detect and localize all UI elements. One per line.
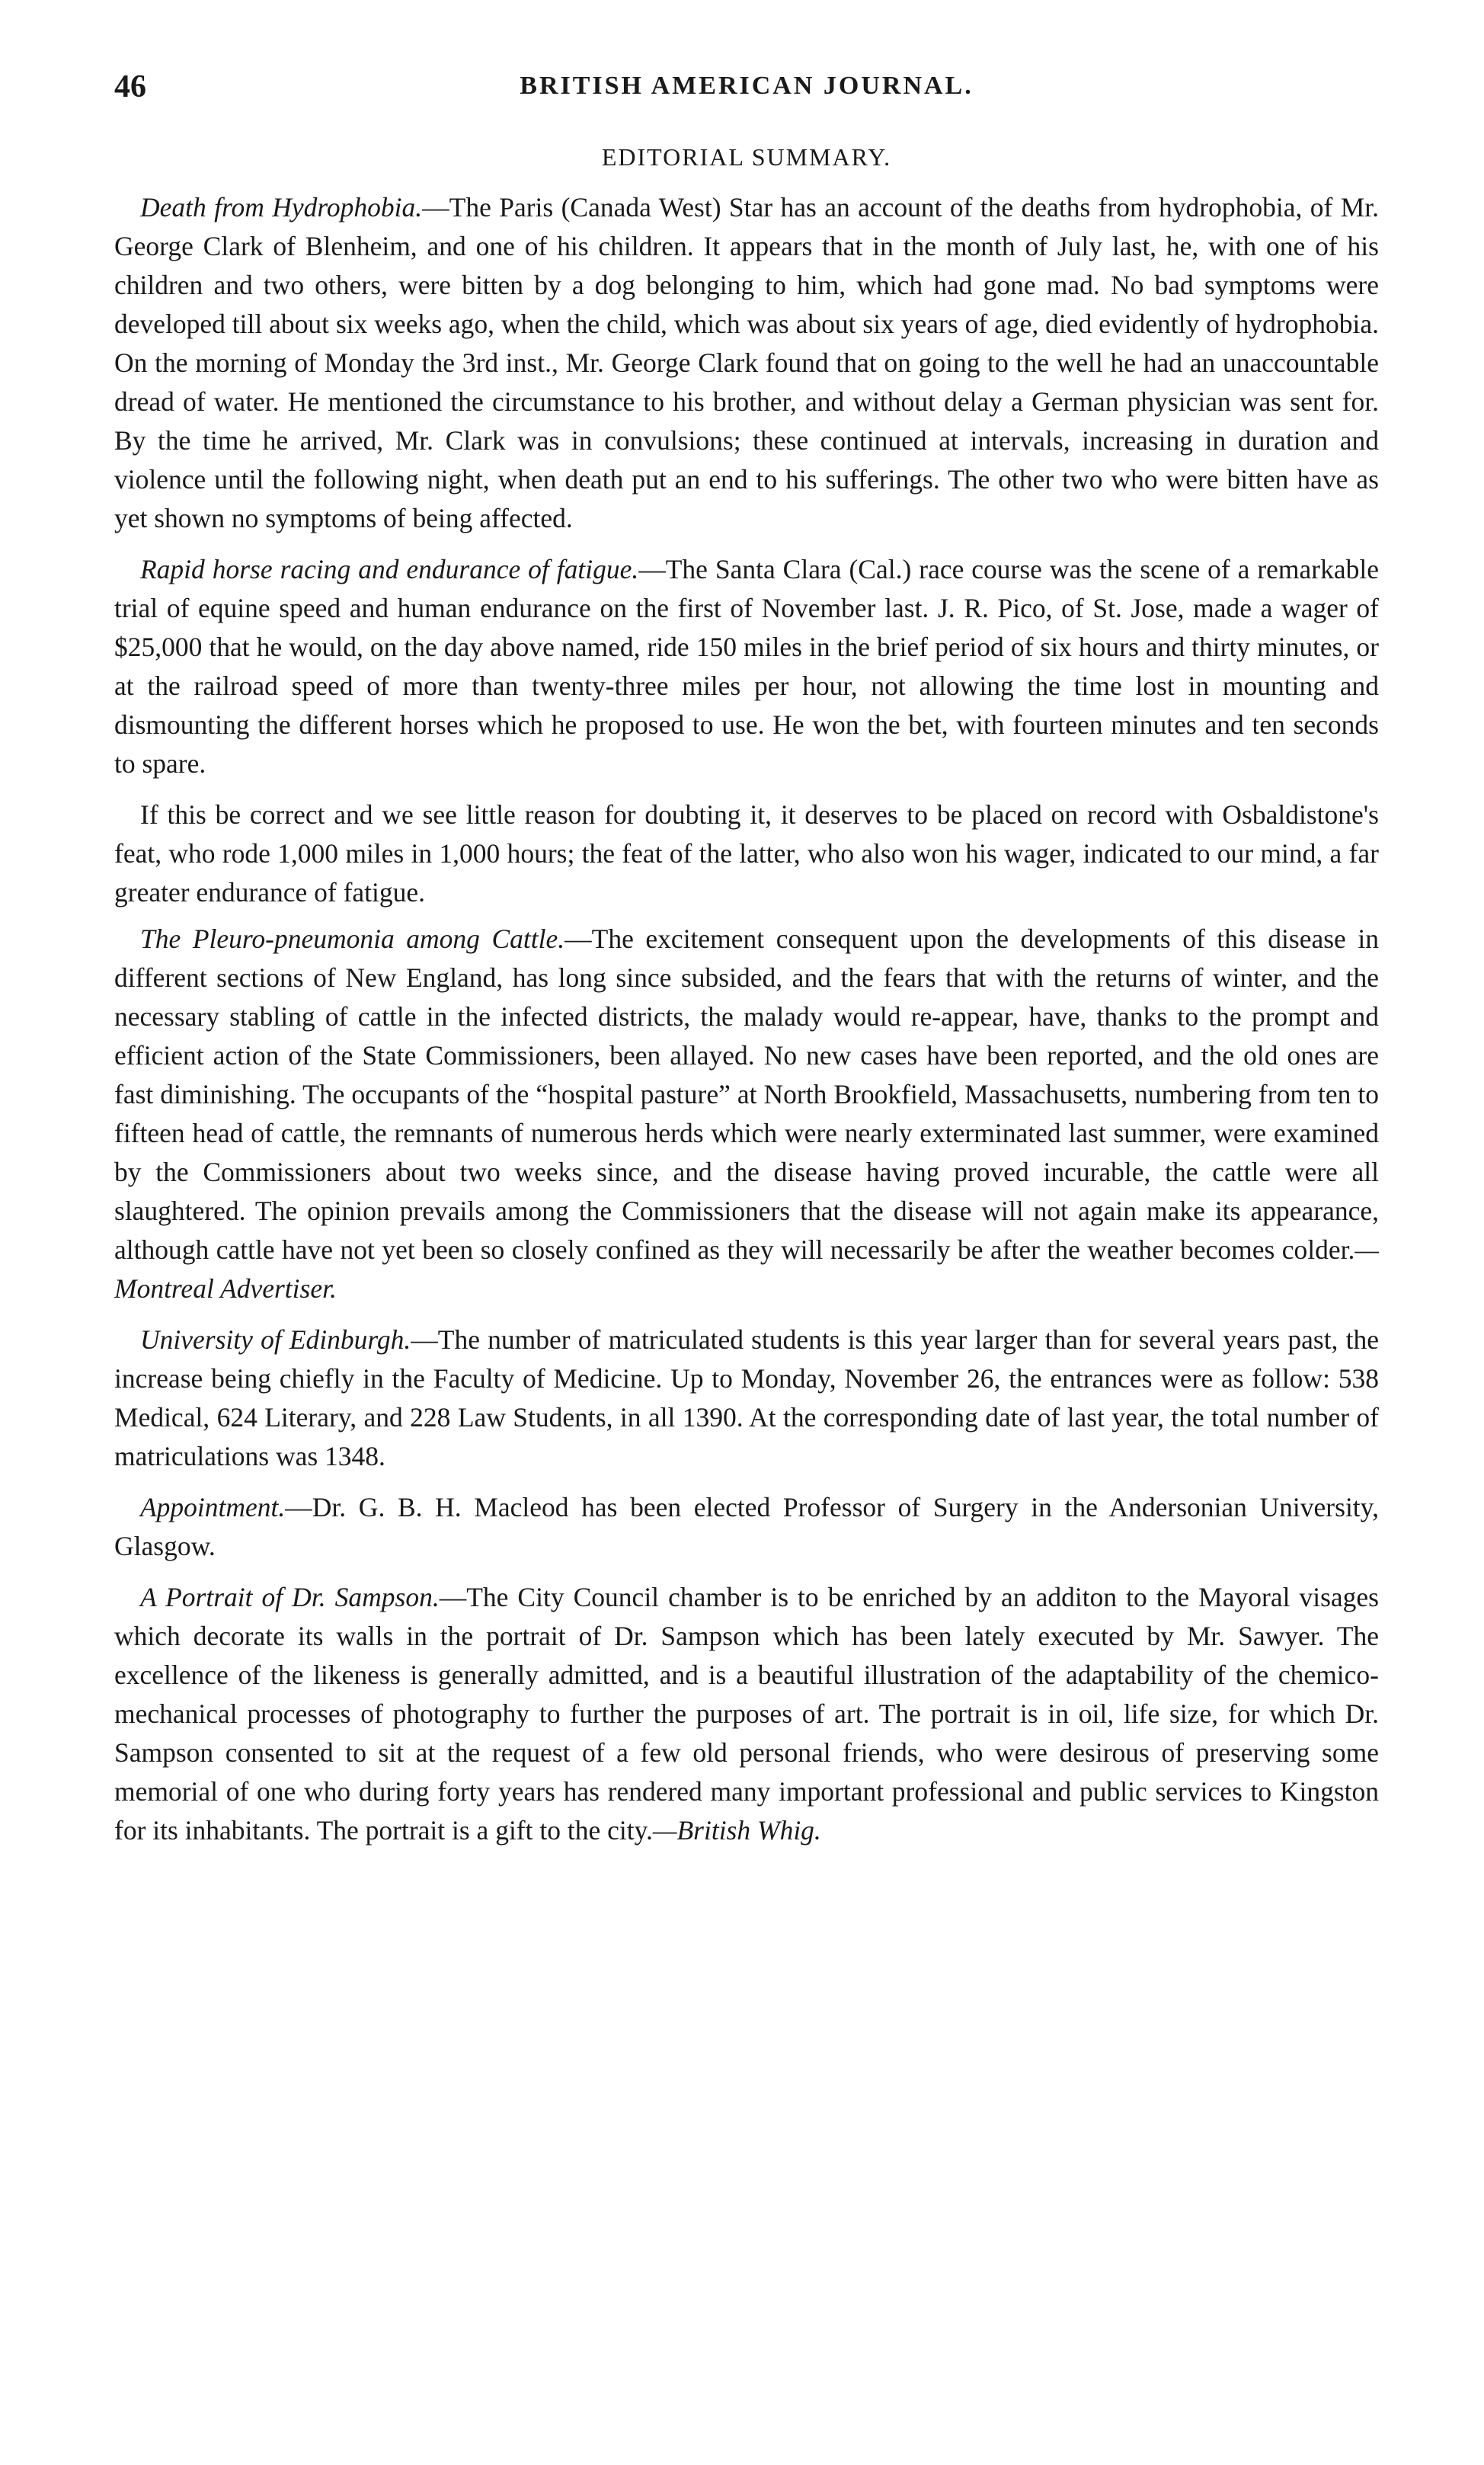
article-heading: Appointment. — [140, 1492, 286, 1522]
journal-title: BRITISH AMERICAN JOURNAL. — [520, 72, 974, 100]
page-number: 46 — [114, 69, 146, 104]
article-body: —The number of matriculated students is this year larger than for several years past, the increase being chiefly in the Faculty of Medicine. Up to Monday, November 26, the entrances were as follow: 538 Medical, 624 Literary, and 228 Law Students, in all 1390. At the corresponding date of last year, the total number of matriculations was 1348. — [114, 1324, 1379, 1471]
article-body: If this be correct and we see little reason for doubting it, it deserves to be placed on record with Osbaldistone's feat, who rode 1,000 miles in 1,000 hours; the feat of the latter, who also won his wager, indicated to our mind, a far greater endurance of fatigue. — [114, 799, 1379, 908]
article-heading: A Portrait of Dr. Sampson. — [140, 1582, 440, 1612]
article-body: —The City Council chamber is to be enriched by an additon to the Mayoral visages which decorate its walls in the portrait of Dr. Sampson which has been lately executed by Mr. Sawyer. The excellence of the likeness is generally admitted, and is a beautiful illustration of the adaptability of the chemico-mechanical processes of photography to further the purposes of art. The portrait is in oil, life size, for which Dr. Sampson consented to sit at the request of a few old personal friends, who were desirous of preserving some memorial of one who during forty years has rendered many important professional and public services to Kingston for its inhabitants. The portrait is a gift to the city. — [114, 1582, 1379, 1846]
article-portrait-sampson — [114, 1578, 1379, 1850]
article-horse-racing-comment — [114, 796, 1379, 912]
article-body: —The Paris (Canada West) Star has an account of the deaths from hydrophobia, of Mr. George Clark of Blenheim, and one of his children. It appears that in the month of July last, he, with one of his children and two others, were bitten by a dog belonging to him, which had gone mad. No bad symptoms were developed till about six weeks ago, when the child, which was about six years of age, died evidently of hydrophobia. On the morning of Monday the 3rd inst., Mr. George Clark found that on going to the well he had an unaccountable dread of water. He mentioned the circumstance to his brother, and without delay a German physician was sent for. By the time he arrived, Mr. Clark was in convulsions; these continued at intervals, increasing in duration and violence until the following night, when death put an end to his sufferings. The other two who were bitten have as yet shown no symptoms of being affected. — [114, 192, 1379, 533]
article-pleuro-pneumonia — [114, 920, 1379, 1308]
article-appointment — [114, 1488, 1379, 1566]
article-heading: University of Edinburgh. — [140, 1324, 411, 1355]
article-heading: Death from Hydrophobia. — [140, 192, 423, 222]
section-title: EDITORIAL SUMMARY. — [601, 143, 892, 171]
article-body: —Dr. G. B. H. Macleod has been elected Professor of Surgery in the Andersonian University, Glasgow. — [114, 1492, 1379, 1561]
article-hydrophobia — [114, 188, 1379, 538]
article-heading: The Pleuro-pneumonia among Cattle. — [140, 924, 565, 954]
article-heading: Rapid horse racing and endurance of fatigue. — [140, 554, 639, 584]
article-source: —British Whig. — [652, 1815, 821, 1846]
running-head — [114, 69, 1379, 114]
article-body: —The excitement consequent upon the developments of this disease in different sections of New England, has long since subsided, and the fears that with the returns of winter, and the necessary stabling of cattle in the infected districts, the malady would re-appear, have, thanks to the prompt and efficient action of the State Commissioners, been allayed. No new cases have been reported, and the old ones are fast diminishing. The occupants of the “hospital pasture” at North Brookfield, Massachusetts, numbering from ten to fifteen head of cattle, the remnants of numerous herds which were nearly exterminated last summer, were examined by the Commissioners about two weeks since, and the disease having proved incurable, the cattle were all slaughtered. The opinion prevails among the Commissioners that the disease will not again make its appearance, although cattle have not yet been so closely confined as they will necessarily be after the weather becomes colder. — [114, 924, 1379, 1265]
journal-page — [114, 69, 1379, 1862]
article-university-edinburgh — [114, 1321, 1379, 1476]
article-source: —Montreal Advertiser. — [114, 1234, 1379, 1304]
article-body: —The Santa Clara (Cal.) race course was the scene of a remarkable trial of equine speed and human endurance on the first of November last. J. R. Pico, of St. Jose, made a wager of $25,000 that he would, on the day above named, ride 150 miles in the brief period of six hours and thirty minutes, or at the railroad speed of more than twenty-three miles per hour, not allowing the time lost in mounting and dismounting the different horses which he proposed to use. He won the bet, with fourteen minutes and ten seconds to spare. — [114, 554, 1379, 779]
article-horse-racing — [114, 550, 1379, 783]
